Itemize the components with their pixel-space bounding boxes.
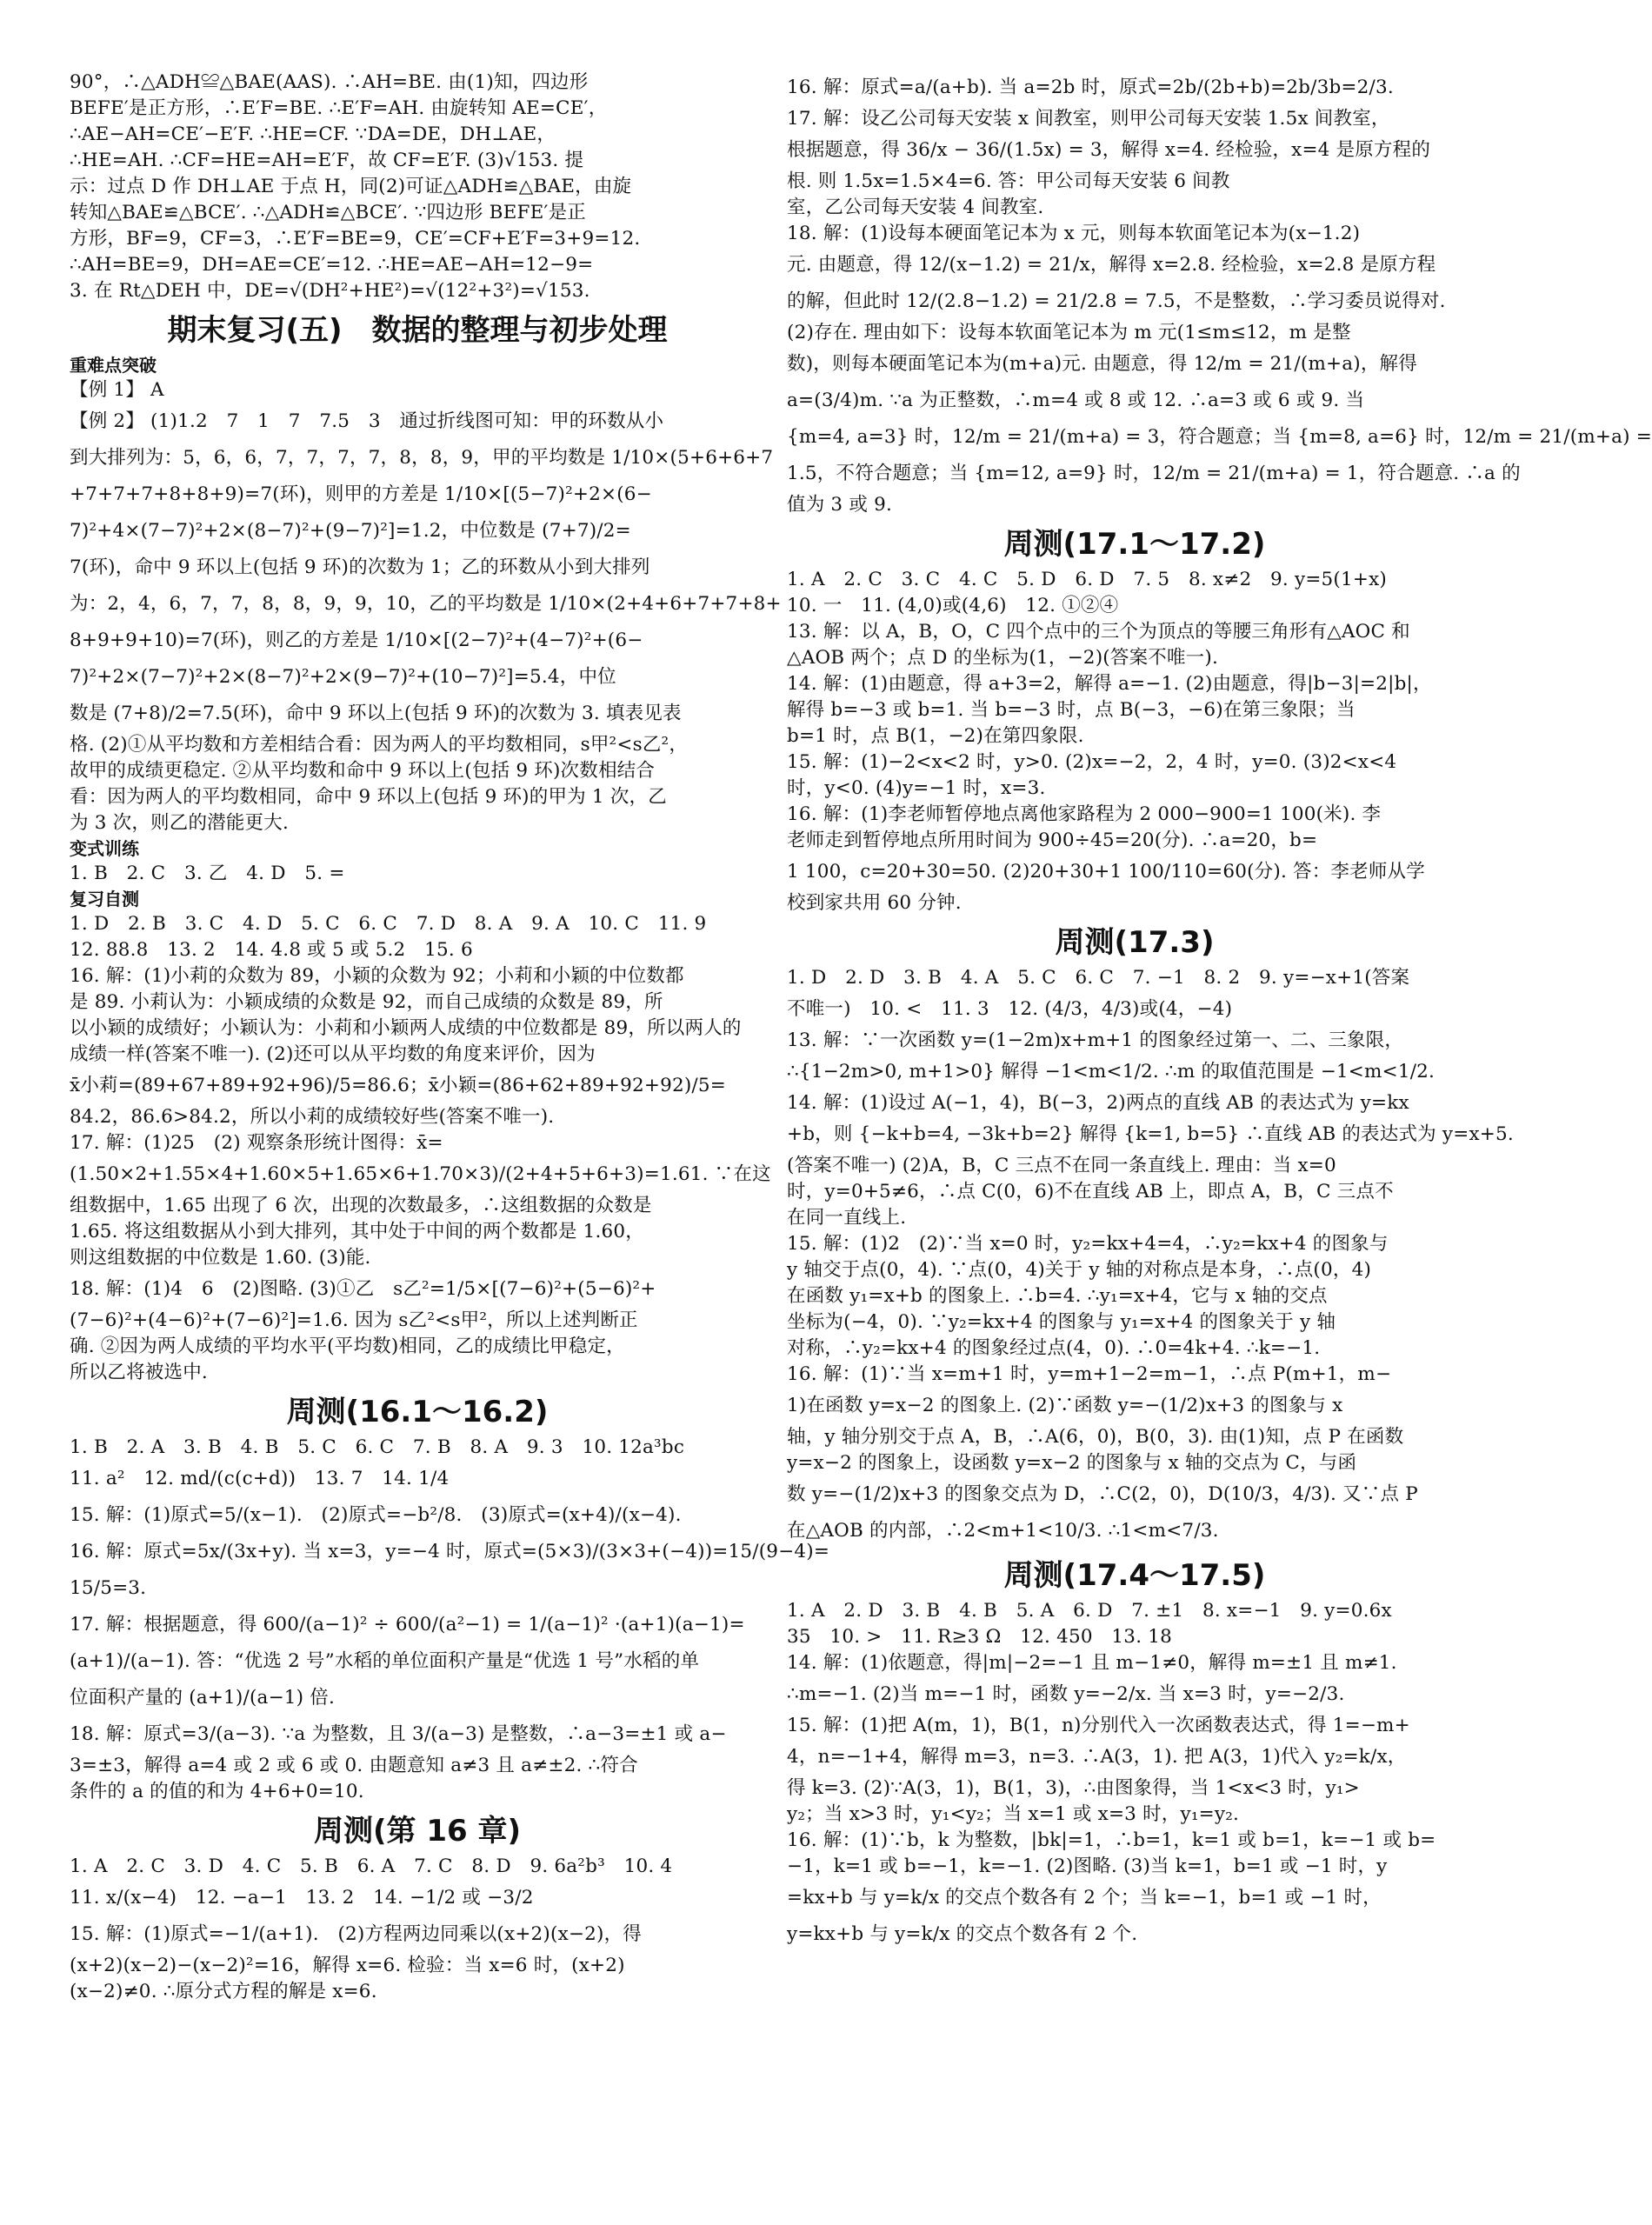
self-test-label: 复习自测 [70, 889, 139, 909]
text-line: 15. 解：(1)−2<x<2 时，y>0. (2)x=−2，2，4 时，y=0. (3)2<x<4 [787, 751, 1397, 773]
text-line: (x+2)(x−2)−(x−2)²=16，解得 x=6. 检验：当 x=6 时，(x+2) [70, 1955, 625, 1976]
text-line: 15. 解：(1)原式=−1/(a+1). (2)方程两边同乘以(x+2)(x−2)，得 [70, 1923, 643, 1945]
example-solutions [70, 377, 782, 836]
weekly-16-1-2-solutions [70, 1435, 830, 1805]
text-line: 示：过点 D 作 DH⊥AE 于点 H，同(2)可证△ADH≌△BAE，由旋 [70, 176, 632, 197]
text-line: 1. B 2. A 3. B 4. B 5. C 6. C 7. B 8. A 9. 3 10. 12a³bc [70, 1436, 685, 1458]
text-line: 在△AOB 的内部，∴2<m+1<10/3. ∴1<m<7/3. [787, 1520, 1219, 1542]
text-line: 1. A 2. C 3. D 4. C 5. B 6. A 7. C 8. D 9. 6a²b³ 10. 4 [70, 1855, 673, 1877]
section-title-weekly-ch16: 周测(第 16 章) [313, 1814, 522, 1849]
text-line: 10. 一 11. (4,0)或(4,6) 12. ①②④ [787, 595, 1119, 616]
text-line: 时，y<0. (4)y=−1 时，x=3. [787, 777, 1046, 799]
text-line: 3. 在 Rt△DEH 中，DE=√(DH²+HE²)=√(12²+3²)=√153. [70, 280, 590, 302]
text-line: 值为 3 或 9. [787, 494, 892, 516]
section-title-weekly-16-1-2: 周测(16.1～16.2) [286, 1395, 549, 1429]
text-line: 位面积产量的 (a+1)/(a−1) 倍. [70, 1687, 336, 1709]
text-line: −1，k=1 或 b=−1，k=−1. (2)图略. (3)当 k=1，b=1 或 −1 时，y [787, 1855, 1388, 1877]
text-line: 对称，∴y₂=kx+4 的图象经过点(4，0). ∴0=4k+4. ∴k=−1. [787, 1337, 1321, 1359]
text-line: 7(环)，命中 9 环以上(包括 9 环)的次数为 1；乙的环数从小到大排列 [70, 556, 650, 578]
text-line: (7−6)²+(4−6)²+(7−6)²]=1.6. 因为 s乙²<s甲²，所以上述判断正 [70, 1309, 638, 1331]
text-line: 18. 解：(1)4 6 (2)图略. (3)①乙 s乙²=1/5×[(7−6)²+(5−6)²+ [70, 1278, 656, 1300]
text-line: x̄小莉=(89+67+89+92+96)/5=86.6；x̄小颖=(86+62+89+92+92)/5= [70, 1075, 726, 1096]
text-line: y=kx+b 与 y=k/x 的交点个数各有 2 个. [787, 1923, 1138, 1945]
text-line: ∴AH=BE=9，DH=AE=CE′=12. ∴HE=AE−AH=12−9= [70, 254, 594, 276]
text-line: 14. 解：(1)依题意，得|m|−2=−1 且 m−1≠0，解得 m=±1 且 m≠1. [787, 1652, 1397, 1674]
text-line: 看：因为两人的平均数相同，命中 9 环以上(包括 9 环)的甲为 1 次，乙 [70, 786, 667, 808]
text-line: 故甲的成绩更稳定. ②从平均数和命中 9 环以上(包括 9 环)次数相结合 [70, 760, 656, 782]
weekly-17-4-5-solutions [787, 1598, 1482, 1953]
section-title-weekly-17-4-5: 周测(17.4～17.5) [1003, 1558, 1266, 1593]
text-line: 1.65. 将这组数据从小到大排列，其中处于中间的两个数都是 1.60， [70, 1221, 644, 1242]
text-line: 14. 解：(1)由题意，得 a+3=2，解得 a=−1. (2)由题意，得|b−3|=2|b|， [787, 673, 1432, 695]
text-line: 转知△BAE≌△BCE′. ∴△ADH≌△BCE′. ∵四边形 BEFE′是正 [70, 202, 586, 223]
text-line: 15. 解：(1)把 A(m，1)，B(1，n)分别代入一次函数表达式，得 1=−m+ [787, 1715, 1410, 1736]
text-line: {m=4, a=3} 时，12/m = 21/(m+a) = 3，符合题意；当 {m=8, a=6} 时，12/m = 21/(m+a) = [787, 426, 1652, 448]
text-line: 轴，y 轴分别交于点 A，B，∴A(6，0)，B(0，3). 由(1)知，点 P 在函数 [787, 1426, 1404, 1448]
text-line: 在同一直线上. [787, 1207, 907, 1229]
text-line: 1. D 2. D 3. B 4. A 5. C 6. C 7. −1 8. 2 9. y=−x+1(答案 [787, 967, 1410, 989]
text-line: 11. a² 12. md/(c(c+d)) 13. 7 14. 1/4 [70, 1468, 450, 1489]
text-line: 11. x/(x−4) 12. −a−1 13. 2 14. −1/2 或 −3/2 [70, 1887, 534, 1909]
text-line: y 轴交于点(0，4). ∵点(0，4)关于 y 轴的对称点是本身，∴点(0，4) [787, 1259, 1372, 1281]
text-line: 15/5=3. [70, 1577, 147, 1599]
text-line: (1.50×2+1.55×4+1.60×5+1.65×6+1.70×3)/(2+4+5+6+3)=1.61. ∵在这 [70, 1163, 771, 1185]
text-line: (2)存在. 理由如下：设每本软面笔记本为 m 元(1≤m≤12，m 是整 [787, 322, 1351, 343]
text-line: 14. 解：(1)设过 A(−1，4)，B(−3，2)两点的直线 AB 的表达式为 y=kx [787, 1092, 1409, 1114]
text-line: 则这组数据的中位数是 1.60. (3)能. [70, 1247, 371, 1269]
text-line: 3=±3，解得 a=4 或 2 或 6 或 0. 由题意知 a≠3 且 a≠±2. ∴符合 [70, 1755, 638, 1776]
text-line: ∴m=−1. (2)当 m=−1 时，函数 y=−2/x. 当 x=3 时，y=−2/3. [787, 1683, 1345, 1705]
text-line: 坐标为(−4，0). ∵y₂=kx+4 的图象与 y₁=x+4 的图象关于 y 轴 [787, 1311, 1336, 1333]
variant-answers: 1. B 2. C 3. 乙 4. D 5. = [70, 863, 345, 884]
text-line: 18. 解：原式=3/(a−3). ∵a 为整数，且 3/(a−3) 是整数，∴a−3=±1 或 a− [70, 1723, 727, 1745]
weekly-17-1-2-solutions [787, 567, 1482, 916]
text-line: (a+1)/(a−1). 答：“优选 2 号”水稻的单位面积产量是“优选 1 号”水稻的单 [70, 1650, 700, 1672]
text-line: 16. 解：原式=a/(a+b). 当 a=2b 时，原式=2b/(2b+b)=2b/3b=2/3. [787, 77, 1394, 98]
text-line: a=(3/4)m. ∵a 为正整数，∴m=4 或 8 或 12. ∴a=3 或 6 或 9. 当 [787, 390, 1365, 411]
text-line: 条件的 a 的值的和为 4+6+0=10. [70, 1781, 364, 1802]
text-line: 1. A 2. D 3. B 4. B 5. A 6. D 7. ±1 8. x=−1 9. y=0.6x [787, 1600, 1392, 1622]
text-line: 1)在函数 y=x−2 的图象上. (2)∵函数 y=−(1/2)x+3 的图象与 x [787, 1395, 1343, 1416]
text-line: 解得 b=−3 或 b=1. 当 b=−3 时，点 B(−3，−6)在第三象限；当 [787, 699, 1356, 721]
text-line: 18. 解：(1)设每本硬面笔记本为 x 元，则每本软面笔记本为(x−1.2) [787, 223, 1361, 244]
prev-solution-block [70, 70, 765, 304]
text-line: 1.5，不符合题意；当 {m=12, a=9} 时，12/m = 21/(m+a) = 1，符合题意. ∴a 的 [787, 463, 1521, 484]
text-line: 确. ②因为两人成绩的平均水平(平均数)相同，乙的成绩比甲稳定， [70, 1336, 625, 1357]
weekly-ch16-solutions [70, 1854, 765, 2005]
section-title-weekly-17-3: 周测(17.3) [1055, 925, 1215, 960]
text-line: 时，y=0+5≠6，∴点 C(0，6)不在直线 AB 上，即点 A，B，C 三点不 [787, 1181, 1394, 1202]
text-line: 【例 2】 (1)1.2 7 1 7 7.5 3 通过折线图可知：甲的环数从小 [70, 410, 664, 432]
text-line: 【例 1】 A [70, 379, 164, 401]
self-test-solutions [70, 911, 771, 1386]
text-line: 根. 则 1.5x=1.5×4=6. 答：甲公司每天安装 6 间教 [787, 170, 1230, 192]
right-column [787, 70, 1652, 1953]
text-line: 8+9+9+10)=7(环)，则乙的方差是 1/10×[(2−7)²+(4−7)²+(6− [70, 630, 643, 651]
text-line: 13. 解：以 A，B，O，C 四个点中的三个为顶点的等腰三角形有△AOC 和 [787, 621, 1410, 643]
text-line: 数是 (7+8)/2=7.5(环)，命中 9 环以上(包括 9 环)的次数为 3. 填表见表 [70, 703, 682, 724]
text-line: 17. 解：(1)25 (2) 观察条形统计图得：x̄= [70, 1132, 443, 1154]
text-line: =kx+b 与 y=k/x 的交点个数各有 2 个；当 k=−1，b=1 或 −1 时， [787, 1887, 1382, 1909]
text-line: 17. 解：根据题意，得 600/(a−1)² ÷ 600/(a²−1) = 1/(a−1)² ·(a+1)(a−1)= [70, 1614, 745, 1635]
text-line: 元. 由题意，得 12/(x−1.2) = 21/x，解得 x=2.8. 经检验，x=2.8 是原方程 [787, 254, 1436, 276]
text-line: 为 3 次，则乙的潜能更大. [70, 812, 289, 834]
text-line: 16. 解：(1)李老师暂停地点离他家路程为 2 000−900=1 100(米). 李 [787, 803, 1382, 825]
weekly-17-3-solutions [787, 965, 1514, 1549]
text-line: 为：2，4，6，7，7，8，8，9，9，10，乙的平均数是 1/10×(2+4+6+7+7+8+ [70, 593, 782, 615]
text-line: 16. 解：(1)∵当 x=m+1 时，y=m+1−2=m−1，∴点 P(m+1，m− [787, 1363, 1392, 1385]
text-line: 不唯一) 10. < 11. 3 12. (4/3，4/3)或(4，−4) [787, 998, 1233, 1020]
text-line: 在函数 y₁=x+b 的图象上. ∴b=4. ∴y₁=x+4，它与 x 轴的交点 [787, 1285, 1328, 1307]
text-line: 方形，BF=9，CF=3，∴E′F=BE=9，CE′=CF+E′F=3+9=12. [70, 228, 641, 250]
text-line: 7)²+4×(7−7)²+2×(8−7)²+(9−7)²]=1.2，中位数是 (7+7)/2= [70, 520, 631, 542]
text-line: 的解，但此时 12/(2.8−1.2) = 21/2.8 = 7.5，不是整数，∴学习委员说得对. [787, 290, 1446, 312]
text-line: +7+7+7+8+8+9)=7(环)，则甲的方差是 1/10×[(5−7)²+2×(6− [70, 483, 652, 505]
section-title-weekly-17-1-2: 周测(17.1～17.2) [1003, 527, 1266, 562]
text-line: 得 k=3. (2)∵A(3，1)，B(1，3)，∴由图象得，当 1<x<3 时，y₁> [787, 1777, 1360, 1799]
text-line: b=1 时，点 B(1，−2)在第四象限. [787, 725, 1084, 747]
section-title-review-5: 期末复习(五) 数据的整理与初步处理 [167, 313, 668, 348]
text-line: 数 y=−(1/2)x+3 的图象交点为 D，∴C(2，0)，D(10/3，4/3). 又∵点 P [787, 1483, 1418, 1505]
text-line: 35 10. > 11. R≥3 Ω 12. 450 13. 18 [787, 1626, 1173, 1648]
text-line: 17. 解：设乙公司每天安装 x 间教室，则甲公司每天安装 1.5x 间教室， [787, 108, 1390, 130]
text-line: 16. 解：原式=5x/(3x+y). 当 x=3，y=−4 时，原式=(5×3)/(3×3+(−4))=15/(9−4)= [70, 1541, 830, 1562]
text-line: 到大排列为：5，6，6，7，7，7，7，8，8，9，甲的平均数是 1/10×(5+6+6+7 [70, 447, 774, 469]
text-line: 12. 88.8 13. 2 14. 4.8 或 5 或 5.2 15. 6 [70, 939, 473, 961]
text-line: 以小颖的成绩好；小颖认为：小莉和小颖两人成绩的中位数都是 89，所以两人的 [70, 1017, 742, 1039]
text-line: 是 89. 小莉认为：小颖成绩的众数是 92，而自己成绩的众数是 89，所 [70, 991, 663, 1013]
text-line: ∴HE=AH. ∴CF=HE=AH=E′F，故 CF=E′F. (3)√153. 提 [70, 150, 584, 171]
text-line: 校到家共用 60 分钟. [787, 892, 962, 914]
text-line: 1 100，c=20+30=50. (2)20+30+1 100/110=60(分). 答：李老师从学 [787, 861, 1425, 883]
text-line: 成绩一样(答案不唯一). (2)还可以从平均数的角度来评价，因为 [70, 1043, 596, 1065]
text-line: ∴{1−2m>0, m+1>0} 解得 −1<m<1/2. ∴m 的取值范围是 −1<m<1/2. [787, 1061, 1436, 1083]
text-line: 所以乙将被选中. [70, 1362, 208, 1383]
prev-solution-block-right [787, 70, 1652, 518]
variant-training-label: 变式训练 [70, 838, 139, 859]
text-line: 90°，∴△ADH≌△BAE(AAS). ∴AH=BE. 由(1)知，四边形 [70, 71, 589, 93]
text-line: 16. 解：(1)小莉的众数为 89，小颖的众数为 92；小莉和小颖的中位数都 [70, 965, 684, 987]
text-line: 16. 解：(1)∵b，k 为整数，|bk|=1，∴b=1，k=1 或 b=1，k=−1 或 b= [787, 1829, 1436, 1851]
text-line: 组数据中，1.65 出现了 6 次，出现的次数最多，∴这组数据的众数是 [70, 1195, 652, 1216]
text-line: 15. 解：(1)2 (2)∵当 x=0 时，y₂=kx+4=4，∴y₂=kx+4 的图象与 [787, 1233, 1389, 1255]
text-line: 1. A 2. C 3. C 4. C 5. D 6. D 7. 5 8. x≠2 9. y=5(1+x) [787, 569, 1388, 590]
text-line: 老师走到暂停地点所用时间为 900÷45=20(分). ∴a=20，b= [787, 829, 1318, 851]
text-line: 7)²+2×(7−7)²+2×(8−7)²+2×(9−7)²+(10−7)²]=5.4，中位 [70, 666, 616, 688]
text-line: 数)，则每本硬面笔记本为(m+a)元. 由题意，得 12/m = 21/(m+a)，解得 [787, 353, 1417, 375]
text-line: 格. (2)①从平均数和方差相结合看：因为两人的平均数相同，s甲²<s乙²， [70, 734, 689, 756]
text-line: △AOB 两个；点 D 的坐标为(1，−2)(答案不唯一). [787, 647, 1218, 669]
left-column [70, 70, 830, 2005]
text-line: 1. D 2. B 3. C 4. D 5. C 6. C 7. D 8. A 9. A 10. C 11. 9 [70, 913, 707, 935]
text-line: 4，n=−1+4，解得 m=3，n=3. ∴A(3，1). 把 A(3，1)代入 y₂=k/x， [787, 1746, 1407, 1768]
text-line: y₂；当 x>3 时，y₁<y₂；当 x=1 或 x=3 时，y₁=y₂. [787, 1803, 1240, 1825]
text-line: (x−2)≠0. ∴原分式方程的解是 x=6. [70, 1981, 377, 2002]
text-line: 根据题意，得 36/x − 36/(1.5x) = 3，解得 x=4. 经检验，x=4 是原方程的 [787, 139, 1431, 161]
text-line: (答案不唯一) (2)A，B，C 三点不在同一条直线上. 理由：当 x=0 [787, 1155, 1336, 1176]
text-line: 室，乙公司每天安装 4 间教室. [787, 197, 1044, 218]
text-line: 13. 解：∵一次函数 y=(1−2m)x+m+1 的图象经过第一、二、三象限， [787, 1029, 1404, 1051]
text-line: ∴AE−AH=CE′−E′F. ∴HE=CF. ∵DA=DE，DH⊥AE， [70, 123, 556, 145]
text-line: y=x−2 的图象上，设函数 y=x−2 的图象与 x 轴的交点为 C，与函 [787, 1452, 1357, 1474]
text-line: 15. 解：(1)原式=5/(x−1). (2)原式=−b²/8. (3)原式=(x+4)/(x−4). [70, 1504, 682, 1526]
key-points-label: 重难点突破 [70, 355, 157, 376]
text-line: 84.2，86.6>84.2，所以小莉的成绩较好些(答案不唯一). [70, 1106, 555, 1128]
text-line: BEFE′是正方形，∴E′F=BE. ∴E′F=AH. 由旋转知 AE=CE′， [70, 97, 608, 119]
text-line: +b，则 {−k+b=4, −3k+b=2} 解得 {k=1, b=5} ∴直线 AB 的表达式为 y=x+5. [787, 1123, 1514, 1145]
